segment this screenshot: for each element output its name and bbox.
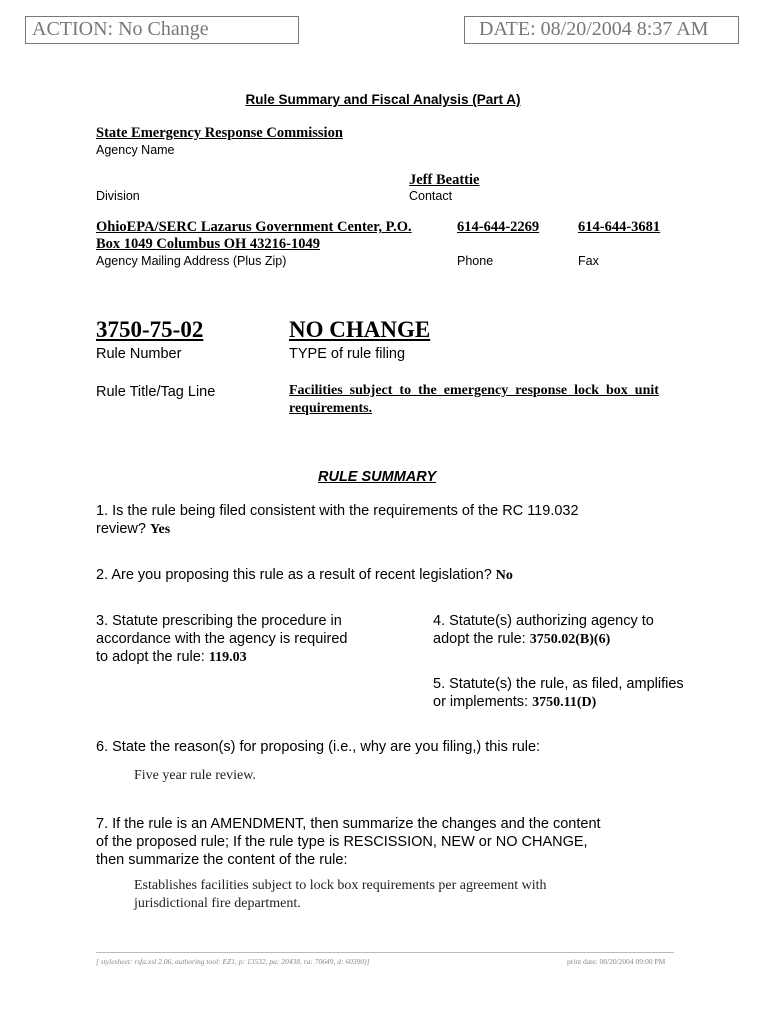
rule-title-line-2: requirements. xyxy=(289,401,373,416)
document-title: Rule Summary and Fiscal Analysis (Part A) xyxy=(245,92,521,107)
date-box: DATE: 08/20/2004 8:37 AM xyxy=(464,16,739,44)
question-5-text: or implements: xyxy=(433,694,529,710)
question-1-line-2 xyxy=(96,520,170,539)
contact-label: Contact xyxy=(409,189,453,203)
question-2-text: 2. Are you proposing this rule as a result of recent legislation? xyxy=(96,567,492,583)
fax-value: 614-644-3681 xyxy=(578,219,661,235)
question-5-answer: 3750.11(D) xyxy=(532,695,597,710)
phone-value: 614-644-2269 xyxy=(457,219,540,235)
question-1-line-1: 1. Is the rule being filed consistent with the requirements of the RC 119.032 xyxy=(96,503,579,519)
division-label: Division xyxy=(96,189,140,203)
question-7-line-3: then summarize the content of the rule: xyxy=(96,852,348,868)
question-7-answer-line-1: Establishes facilities subject to lock box requirements per agreement with xyxy=(134,878,547,893)
footer-divider xyxy=(96,952,674,953)
contact-value: Jeff Beattie xyxy=(409,172,480,188)
rule-number-value: 3750-75-02 xyxy=(96,317,204,342)
question-4-answer: 3750.02(B)(6) xyxy=(529,632,611,647)
question-5-line-2 xyxy=(433,693,596,712)
question-4-line-1: 4. Statute(s) authorizing agency to xyxy=(433,613,654,629)
question-3-line-1: 3. Statute prescribing the procedure in xyxy=(96,613,342,629)
phone-label: Phone xyxy=(457,254,494,268)
question-7-answer-line-2: jurisdictional fire department. xyxy=(134,896,301,911)
agency-name-value: State Emergency Response Commission xyxy=(96,125,343,141)
question-6: 6. State the reason(s) for proposing (i.e., why are you filing,) this rule: xyxy=(96,739,541,755)
question-6-answer: Five year rule review. xyxy=(134,768,256,783)
question-5-line-1: 5. Statute(s) the rule, as filed, amplifies xyxy=(433,676,684,692)
question-7-line-1: 7. If the rule is an AMENDMENT, then summarize the changes and the content xyxy=(96,816,601,832)
rule-title-line-1: Facilities subject to the emergency response lock box unit xyxy=(289,383,659,398)
footer-print-date: print date: 08/20/2004 09:00 PM xyxy=(567,957,666,966)
question-3-line-2: accordance with the agency is required xyxy=(96,631,348,647)
agency-name-label: Agency Name xyxy=(96,143,175,157)
rule-type-value: NO CHANGE xyxy=(289,317,431,342)
rule-number-label: Rule Number xyxy=(96,346,182,362)
rule-title-label: Rule Title/Tag Line xyxy=(96,384,216,400)
question-7-line-2: of the proposed rule; If the rule type is RESCISSION, NEW or NO CHANGE, xyxy=(96,834,588,850)
question-2 xyxy=(96,566,513,585)
rule-summary-heading: RULE SUMMARY xyxy=(318,469,437,485)
address-line-2: Box 1049 Columbus OH 43216-1049 xyxy=(96,236,320,252)
question-2-answer: No xyxy=(495,568,513,583)
question-3-answer: 119.03 xyxy=(208,650,247,665)
action-box: ACTION: No Change xyxy=(25,16,299,44)
address-label: Agency Mailing Address (Plus Zip) xyxy=(96,254,287,268)
address-line-1: OhioEPA/SERC Lazarus Government Center, P.O. xyxy=(96,219,412,235)
footer-stylesheet-info: [ stylesheet: rsfa.xsl 2.06, authoring tool: EZ1, p: 13532, pa: 20438, ra: 70649, d: 60390)] xyxy=(96,957,370,966)
question-1-text: review? xyxy=(96,521,146,537)
question-4-line-2 xyxy=(433,630,610,649)
question-3-line-3 xyxy=(96,648,247,667)
question-3-text: to adopt the rule: xyxy=(96,649,205,665)
question-4-text: adopt the rule: xyxy=(433,631,526,647)
rule-type-label: TYPE of rule filing xyxy=(289,346,406,362)
fax-label: Fax xyxy=(578,254,599,268)
question-1-answer: Yes xyxy=(150,522,171,537)
